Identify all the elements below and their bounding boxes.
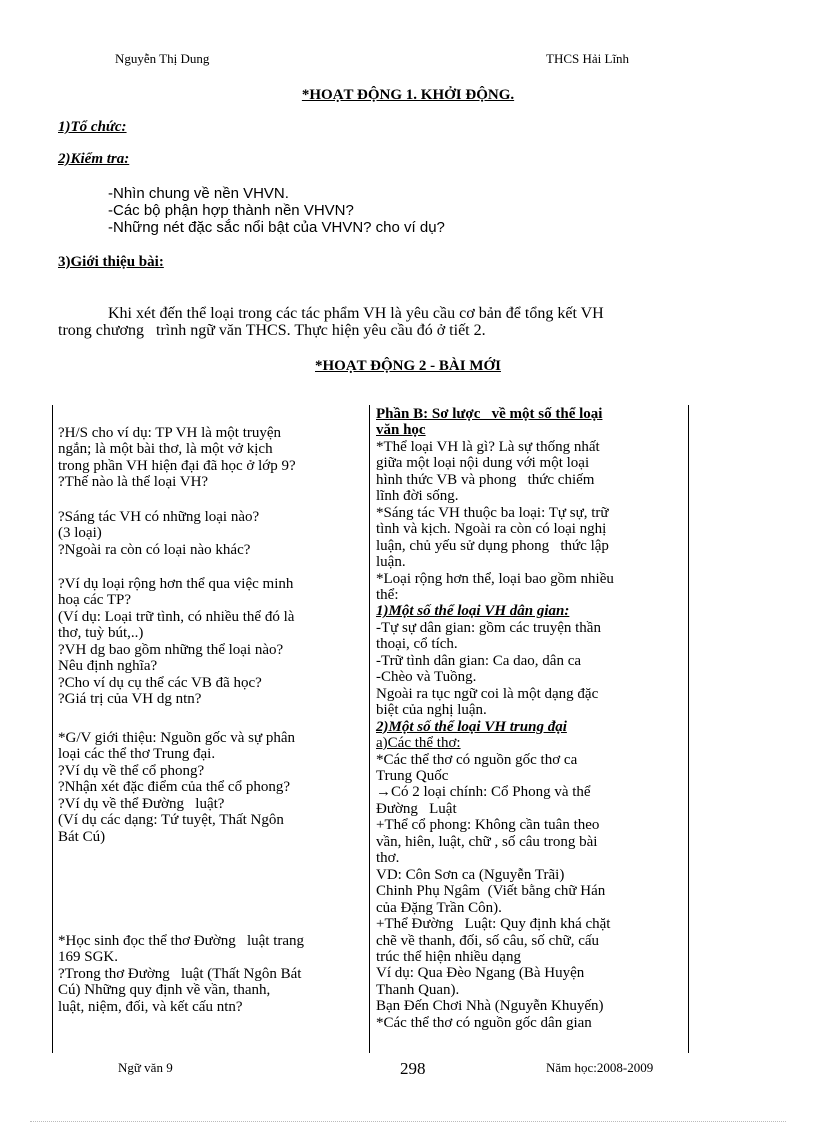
right-line: luận, chủ yếu sử dụng phong thức lập	[376, 537, 609, 554]
header-author: Nguyễn Thị Dung	[115, 51, 210, 66]
right-line: Bạn Đến Chơi Nhà (Nguyễn Khuyến)	[376, 998, 604, 1015]
left-line: thơ, tuỳ bút,..)	[58, 625, 144, 642]
right-line: Thanh Quan).	[376, 981, 460, 998]
right-line: -Tự sự dân gian: gồm các truyện thần	[376, 619, 601, 636]
right-line: trúc thể hiện nhiều dạng	[376, 948, 521, 965]
right-subheading-medieval: 2)Một số thể loại VH trung đại	[376, 718, 567, 735]
check-list	[108, 185, 445, 236]
left-block-2	[58, 509, 366, 558]
left-line: hoạ các TP?	[58, 592, 132, 609]
left-line: ?Sáng tác VH có những loại nào?	[58, 509, 260, 525]
right-subheading-folk: 1)Một số thể loại VH dân gian:	[376, 603, 570, 620]
right-line: chẽ về thanh, đối, số câu, số chữ, cấu	[376, 932, 600, 949]
right-line: -Chèo và Tuồng.	[376, 669, 477, 686]
left-line: ngắn; là một bài thơ, là một vở kịch	[58, 441, 273, 458]
left-line: (Ví dụ: Loại trữ tình, có nhiều thể đó là	[58, 608, 295, 625]
right-line: tình và kịch. Ngoài ra còn có loại nghị	[376, 521, 607, 538]
right-line: thơ.	[376, 850, 400, 867]
page-bottom-divider	[30, 1121, 786, 1122]
right-column	[376, 406, 686, 1031]
section-check: 2)Kiểm tra:	[58, 151, 130, 167]
right-line: Trung Quốc	[376, 767, 449, 784]
left-line: ?Giá trị của VH dg ntn?	[58, 691, 202, 708]
left-line: ?H/S cho ví dụ: TP VH là một truyện	[58, 425, 282, 441]
check-item: -Nhìn chung về nền VHVN.	[108, 185, 289, 202]
left-line: (Ví dụ các dạng: Tứ tuyệt, Thất Ngôn	[58, 812, 284, 829]
left-block-1	[58, 425, 366, 491]
footer-page-number: 298	[400, 1059, 426, 1078]
table-border-middle	[369, 405, 370, 1053]
left-line: (3 loại)	[58, 525, 102, 542]
right-heading: văn học	[376, 422, 426, 439]
right-line: của Đặng Trần Côn).	[376, 899, 502, 916]
right-line: Ví dụ: Qua Đèo Ngang (Bà Huyện	[376, 965, 585, 982]
left-line: ?Ngoài ra còn có loại nào khác?	[58, 541, 251, 558]
check-item: -Các bộ phận hợp thành nền VHVN?	[108, 202, 354, 219]
section-org: 1)Tổ chức:	[58, 119, 127, 135]
right-line: Chinh Phụ Ngâm (Viết bằng chữ Hán	[376, 883, 606, 900]
right-line: giữa một loại nội dung với một loại	[376, 455, 590, 472]
left-line: *Học sinh đọc thể thơ Đường luật trang	[58, 933, 305, 949]
right-line: luận.	[376, 554, 406, 571]
left-line: Nêu định nghĩa?	[58, 658, 158, 675]
intro-line: trong chương trình ngữ văn THCS. Thực hiện yêu cầu đó ở tiết 2.	[58, 322, 486, 339]
left-line: 169 SGK.	[58, 949, 119, 966]
check-item: -Những nét đặc sắc nổi bật của VHVN? cho ví dụ?	[108, 219, 445, 236]
left-line: ?Ví dụ về thể Đường luật?	[58, 795, 225, 812]
table-border-right	[688, 405, 689, 1053]
left-line: ?Trong thơ Đường luật (Thất Ngôn Bát	[58, 965, 302, 982]
left-line: trong phần VH hiện đại đã học ở lớp 9?	[58, 457, 296, 474]
right-line: +Thể Đường Luật: Quy định khá chặt	[376, 916, 611, 933]
right-line: *Các thể thơ có nguồn gốc thơ ca	[376, 751, 578, 768]
left-line: Cú) Những quy định về vần, thanh,	[58, 982, 271, 999]
right-line: *Thể loại VH là gì? Là sự thống nhất	[376, 438, 600, 455]
left-line: Bát Cú)	[58, 828, 106, 845]
left-line: ?VH dg bao gồm những thể loại nào?	[58, 641, 284, 658]
header-school: THCS Hải Lĩnh	[546, 51, 630, 66]
left-line: ?Thế nào là thể loại VH?	[58, 474, 209, 491]
right-line: -Trữ tình dân gian: Ca dao, dân ca	[376, 652, 582, 669]
table-border-left	[52, 405, 53, 1053]
section-intro: 3)Giới thiệu bài:	[58, 254, 164, 270]
intro-line: Khi xét đến thể loại trong các tác phẩm VH là yêu cầu cơ bản để tổng kết VH	[108, 305, 604, 322]
right-line: *Sáng tác VH thuộc ba loại: Tự sự, trữ	[376, 504, 609, 521]
left-line: luật, niệm, đối, và kết cấu ntn?	[58, 998, 243, 1015]
left-line: ?Cho ví dụ cụ thể các VB đã học?	[58, 674, 262, 691]
intro-paragraph	[58, 305, 778, 339]
right-subheading-poetry: a)Các thể thơ:	[376, 735, 461, 752]
activity1-title: *HOẠT ĐỘNG 1. KHỞI ĐỘNG.	[301, 87, 515, 103]
left-line: ?Nhận xét đặc điểm của thể cổ phong?	[58, 779, 290, 796]
left-line: loại các thể thơ Trung đại.	[58, 746, 216, 763]
right-line: thể:	[376, 586, 399, 603]
footer-school-year: Năm học:2008-2009	[546, 1060, 654, 1075]
right-heading: Phần B: Sơ lược về một số thể loại	[376, 406, 603, 422]
left-block-5	[58, 933, 366, 1015]
left-block-4	[58, 730, 366, 845]
right-line: hình thức VB và phong thức chiếm	[376, 471, 595, 488]
right-line: thoại, cổ tích.	[376, 636, 458, 653]
right-line: VD: Côn Sơn ca (Nguyễn Trãi)	[376, 866, 565, 883]
left-line: ?Ví dụ loại rộng hơn thể qua việc minh	[58, 576, 294, 592]
right-line: Đường Luật	[376, 800, 457, 817]
right-line: vần, hiên, luật, chữ , số câu trong bài	[376, 833, 598, 850]
right-line: biệt của nghị luận.	[376, 702, 487, 719]
right-line: +Thể cổ phong: Không cần tuân theo	[376, 817, 600, 834]
left-block-3	[58, 576, 366, 708]
right-line: *Loại rộng hơn thể, loại bao gồm nhiều	[376, 570, 614, 587]
footer-subject: Ngữ văn 9	[118, 1060, 173, 1075]
left-line: ?Ví dụ về thể cổ phong?	[58, 762, 205, 779]
right-line: Ngoài ra tục ngữ coi là một dạng đặc	[376, 685, 599, 702]
activity2-title: *HOẠT ĐỘNG 2 - BÀI MỚI	[315, 358, 501, 374]
right-line: →Có 2 loại chính: Cổ Phong và thể	[376, 784, 591, 801]
right-line: *Các thể thơ có nguồn gốc dân gian	[376, 1014, 592, 1031]
left-line: *G/V giới thiệu: Nguồn gốc và sự phân	[58, 730, 296, 746]
right-line: lĩnh đời sống.	[376, 488, 459, 505]
